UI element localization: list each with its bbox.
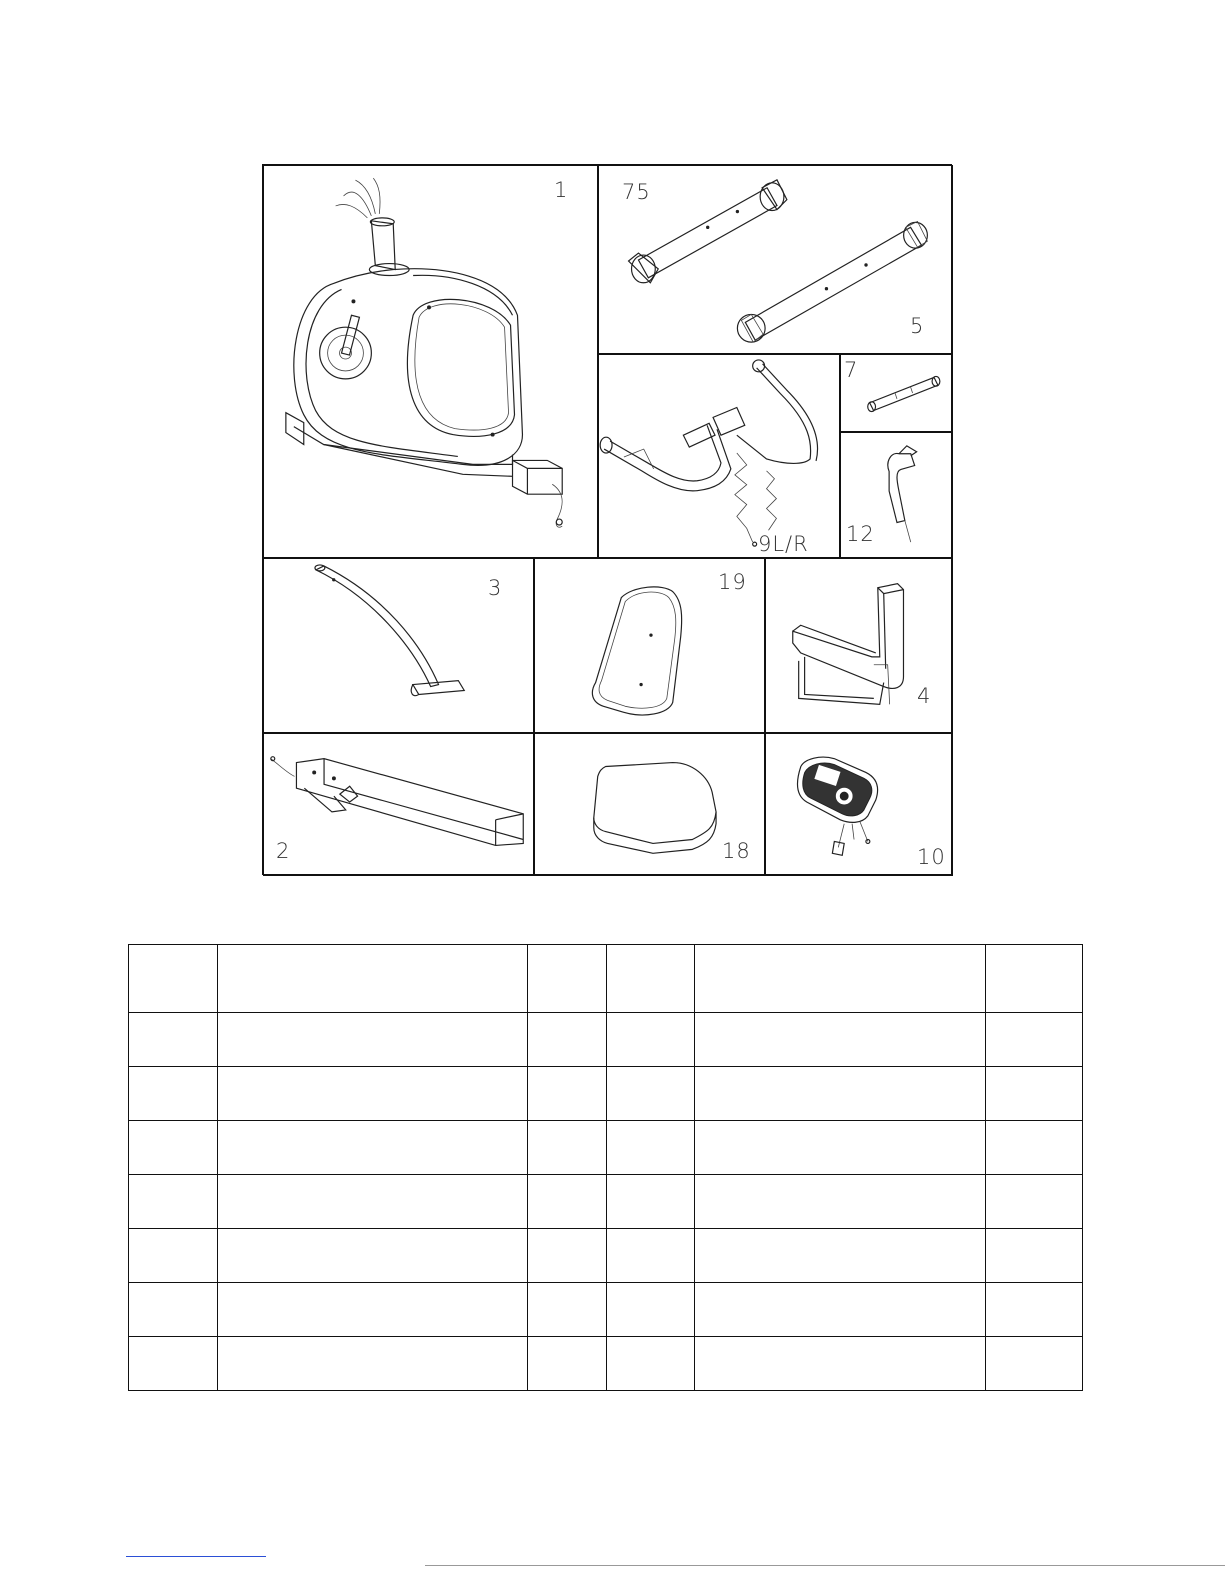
handlebars-illustration <box>598 354 840 558</box>
table-row <box>129 1121 1083 1175</box>
tubes-illustration <box>598 166 952 354</box>
table-cell <box>528 1337 607 1391</box>
part-cell-10 <box>764 732 953 876</box>
part-number-9lr: 9L/R <box>758 532 809 556</box>
part-cell-75-5 <box>597 165 953 355</box>
table-cell <box>695 1013 986 1067</box>
table-cell <box>218 1229 528 1283</box>
part-number-19: 19 <box>718 570 747 594</box>
table-cell <box>528 1121 607 1175</box>
table-cell <box>528 1229 607 1283</box>
part-number-1: 1 <box>554 178 569 202</box>
table-cell <box>218 1337 528 1391</box>
table-cell <box>986 1121 1083 1175</box>
part-cell-4 <box>764 557 953 734</box>
table-row <box>129 1013 1083 1067</box>
table-cell <box>528 1283 607 1337</box>
part-number-5: 5 <box>910 314 925 338</box>
table-row <box>129 1067 1083 1121</box>
table-cell <box>129 1283 218 1337</box>
table-cell <box>528 1067 607 1121</box>
footer-link-underline[interactable] <box>126 1556 266 1557</box>
table-cell <box>695 1175 986 1229</box>
stabilizer-illustration <box>264 733 534 875</box>
parts-list-table <box>128 944 1083 1391</box>
table-cell <box>695 945 986 1013</box>
part-cell-12 <box>839 431 953 559</box>
table-cell <box>607 1121 695 1175</box>
part-number-3: 3 <box>488 576 503 600</box>
table-header-row <box>129 945 1083 1013</box>
table-cell <box>129 1175 218 1229</box>
part-number-75: 75 <box>622 180 651 204</box>
table-cell <box>986 1067 1083 1121</box>
part-number-4: 4 <box>917 684 932 708</box>
table-row <box>129 1175 1083 1229</box>
table-cell <box>986 1175 1083 1229</box>
table-cell <box>607 1013 695 1067</box>
table-cell <box>986 1013 1083 1067</box>
table-cell <box>986 1337 1083 1391</box>
part-cell-1 <box>263 165 599 559</box>
table-row <box>129 1283 1083 1337</box>
table-cell <box>986 945 1083 1013</box>
table-cell <box>695 1283 986 1337</box>
table-cell <box>218 945 528 1013</box>
table-cell <box>218 1283 528 1337</box>
footer-rule <box>425 1565 1225 1566</box>
table-cell <box>695 1121 986 1175</box>
table-cell <box>695 1337 986 1391</box>
table-cell <box>129 1013 218 1067</box>
table-cell <box>607 945 695 1013</box>
main-frame-illustration <box>264 166 598 558</box>
part-cell-19 <box>533 557 766 734</box>
part-number-7: 7 <box>844 358 859 382</box>
table-cell <box>607 1283 695 1337</box>
part-cell-7 <box>839 353 953 433</box>
table-cell <box>986 1229 1083 1283</box>
part-number-18: 18 <box>722 839 751 863</box>
table-cell <box>695 1229 986 1283</box>
table-row <box>129 1229 1083 1283</box>
table-cell <box>218 1175 528 1229</box>
part-number-10: 10 <box>917 845 946 869</box>
table-cell <box>607 1229 695 1283</box>
part-cell-3 <box>263 557 535 734</box>
table-cell <box>218 1013 528 1067</box>
table-cell <box>129 1337 218 1391</box>
part-cell-2 <box>263 732 535 876</box>
table-cell <box>129 1067 218 1121</box>
parts-diagram <box>262 164 952 875</box>
part-number-12: 12 <box>846 522 875 546</box>
table-row <box>129 1337 1083 1391</box>
table-cell <box>695 1067 986 1121</box>
table-cell <box>528 945 607 1013</box>
table-cell <box>528 1013 607 1067</box>
part-cell-9 <box>597 353 841 559</box>
table-cell <box>129 1229 218 1283</box>
part-cell-18 <box>533 732 766 876</box>
table-cell <box>218 1067 528 1121</box>
table-cell <box>129 1121 218 1175</box>
part-number-2: 2 <box>276 839 291 863</box>
table-cell <box>607 1067 695 1121</box>
table-cell <box>528 1175 607 1229</box>
table-cell <box>607 1175 695 1229</box>
table-cell <box>607 1337 695 1391</box>
table-cell <box>129 945 218 1013</box>
table-cell <box>218 1121 528 1175</box>
table-cell <box>986 1283 1083 1337</box>
